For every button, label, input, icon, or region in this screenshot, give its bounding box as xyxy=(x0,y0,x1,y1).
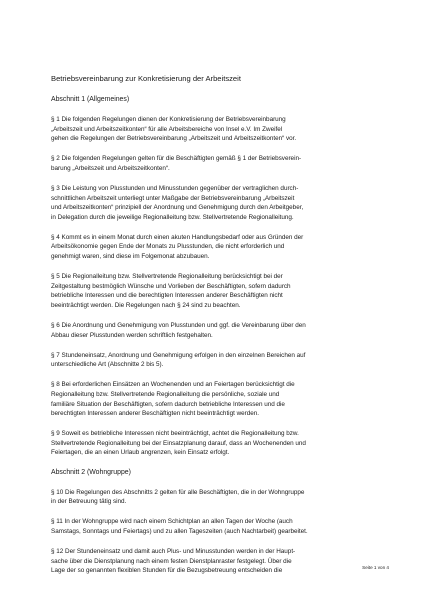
paragraph-8: § 8 Bei erforderlichen Einsätzen an Wochenenden und an Feiertagen berücksichtigt die Regionalleitung bzw. Stellvertretende Regionalleitung die persönliche, soziale und familiäre Situation der Beschäftigten, sofern dadurch betriebliche Interessen und die berechtigten Interessen anderer Beschäftigten nicht beeinträchtigt werden. xyxy=(51,381,295,418)
paragraph-2: § 2 Die folgenden Regelungen gelten für die Beschäftigten gemäß § 1 der Betriebsverein- barung „Arbeitszeit und Arbeitszeitkonten“. xyxy=(51,155,302,172)
paragraph-9: § 9 Soweit es betriebliche Interessen nicht beeinträchtigt, achtet die Regionalleitung bzw. Stellvertretende Regionalleitung bei der Einsatzplanung darauf, dass an Wochenenden und Feiertagen, die an einen Urlaub angrenzen, kein Einsatz erfolgt. xyxy=(51,430,306,457)
paragraph-12: § 12 Der Stundeneinsatz und damit auch Plus- und Minusstunden werden in der Haupt- sache über die Dienstplanung nach einem festen Dienstplanraster festgelegt. Über die Lage der so genannten flexiblen Stunden für die Bezugsbetreuung entscheiden die xyxy=(51,547,296,575)
paragraph-1: § 1 Die folgenden Regelungen dienen der Konkretisierung der Betriebsvereinbarung „Arbeitszeit und Arbeitszeitkonten“ für alle Arbeitsbereiche von Insel e.V. Im Zweifel gehen die Regelungen der Betriebsvereinbarung „Arbeitszeit und Arbeitszeitkonten“ vor. xyxy=(51,116,297,143)
paragraph-11: § 11 In der Wohngruppe wird nach einem Schichtplan an allen Tagen der Woche (auch Samstags, Sonntags und Feiertags) und zu allen Tageszeiten (auch Nachtarbeit) gearbeitet. xyxy=(51,518,308,535)
paragraph-4: § 4 Kommt es in einem Monat durch einen akuten Handlungsbedarf oder aus Gründen der Arbeitsökonomie gegen Ende der Monats zu Plusstunden, die nicht erforderlich und genehmigt waren, sind diese im Folgemonat abzubauen. xyxy=(51,233,304,261)
page-number: Seite 1 von 4 xyxy=(362,565,389,570)
paragraph-10: § 10 Die Regelungen des Abschnitts 2 gelten für alle Beschäftigten, die in der Wohngruppe in der Betreuung tätig sind. xyxy=(51,488,305,506)
paragraph-7: § 7 Stundeneinsatz, Anordnung und Genehmigung erfolgen in den einzelnen Bereichen auf unterschiedliche Art (Abschnitte 2 bis 5). xyxy=(51,351,306,369)
document-title: Betriebsvereinbarung zur Konkretisierung der Arbeitszeit xyxy=(51,74,241,83)
section-heading: Abschnitt 1 (Allgemeines) xyxy=(51,96,130,103)
paragraph-5: § 5 Die Regionalleitung bzw. Stellvertretende Regionalleitung berücksichtigt bei der Zeitgestaltung bestmöglich Wünsche und Vorlieben der Beschäftigten, sofern dadurch betriebliche Interessen und die berechtigten Interessen anderer Beschäftigten nicht beeinträchtigt werden. Die Regelungen nach § 24 sind zu beachten. xyxy=(51,273,291,309)
paragraph-6: § 6 Die Anordnung und Genehmigung von Plusstunden und ggf. die Vereinbarung über den Abbau dieser Plusstunden werden schriftlich festgehalten. xyxy=(51,322,306,339)
section-heading: Abschnitt 2 (Wohngruppe) xyxy=(51,468,131,476)
paragraph-3: § 3 Die Leistung von Plusstunden und Minusstunden gegenüber der vertraglichen durch- schnittlichen Arbeitszeit unterliegt unter Maßgabe der Betriebsvereinbarung „Arbeitszeit und Arbeitszeitkonten“ prinzipiell der Anordnung und Genehmigung durch den Arbeitgeber, in Delegation durch die jeweilige Regionalleitung bzw. Stellvertretende Regionalleitung. xyxy=(51,184,304,221)
